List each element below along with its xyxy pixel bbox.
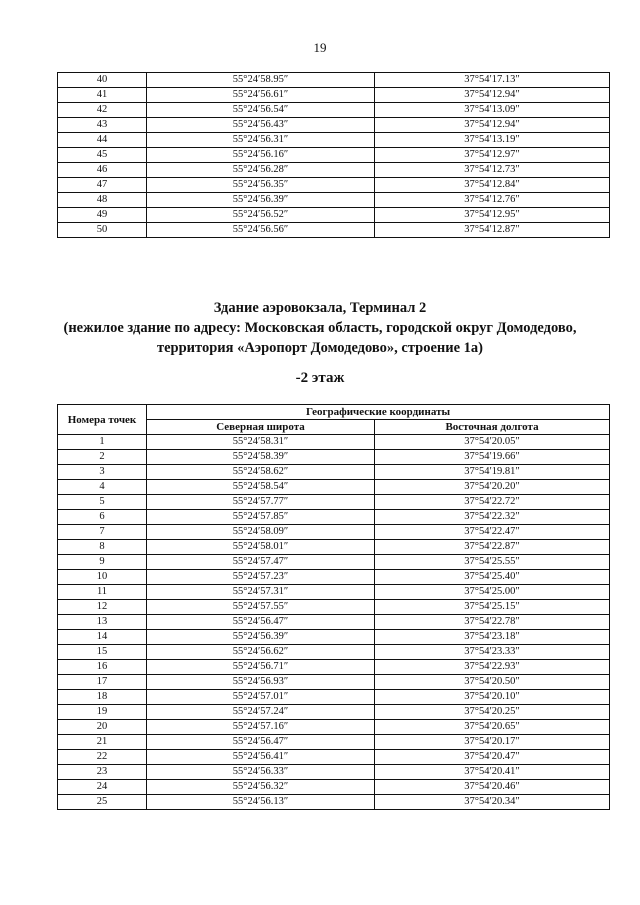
latitude-cell: 55°24′56.16″: [147, 148, 375, 163]
table-row: [58, 435, 610, 450]
table-row: [58, 585, 610, 600]
coordinates-table-header: [58, 405, 610, 435]
point-number-cell: 50: [58, 223, 147, 238]
latitude-cell: 55°24′56.54″: [147, 103, 375, 118]
longitude-cell: 37°54′19.66″: [375, 450, 610, 465]
latitude-cell: 55°24′56.31″: [147, 133, 375, 148]
point-number-cell: 16: [58, 660, 147, 675]
point-number-cell: 21: [58, 735, 147, 750]
table-row: [58, 660, 610, 675]
latitude-cell: 55°24′56.52″: [147, 208, 375, 223]
point-number-cell: 13: [58, 615, 147, 630]
building-title-line-1: Здание аэровокзала, Терминал 2: [213, 300, 427, 316]
longitude-cell: 37°54′20.65″: [375, 720, 610, 735]
floor-title: -2 этаж: [295, 370, 345, 386]
page-number: 19: [313, 40, 327, 55]
longitude-cell: 37°54′20.34″: [375, 795, 610, 810]
latitude-cell: 55°24′56.32″: [147, 780, 375, 795]
building-title-line-3: территория «Аэропорт Домодедово», строение 1а): [157, 340, 483, 356]
point-number-cell: 45: [58, 148, 147, 163]
latitude-cell: 55°24′56.13″: [147, 795, 375, 810]
table-row: [58, 630, 610, 645]
table-row: [58, 480, 610, 495]
longitude-cell: 37°54′25.55″: [375, 555, 610, 570]
longitude-cell: 37°54′25.15″: [375, 600, 610, 615]
point-number-cell: 48: [58, 193, 147, 208]
table-row: [58, 450, 610, 465]
longitude-cell: 37°54′19.81″: [375, 465, 610, 480]
coordinates-table-body: [58, 73, 610, 238]
table-row: [58, 765, 610, 780]
building-title-line-2: (нежилое здание по адресу: Московская область, городской округ Домодедово,: [63, 320, 577, 336]
point-number-cell: 18: [58, 690, 147, 705]
table-row: [58, 735, 610, 750]
longitude-cell: 37°54′22.47″: [375, 525, 610, 540]
table-row: [58, 73, 610, 88]
table-row: [58, 555, 610, 570]
longitude-cell: 37°54′22.32″: [375, 510, 610, 525]
latitude-cell: 55°24′57.77″: [147, 495, 375, 510]
latitude-cell: 55°24′58.95″: [147, 73, 375, 88]
point-number-cell: 7: [58, 525, 147, 540]
latitude-cell: 55°24′56.39″: [147, 630, 375, 645]
longitude-cell: 37°54′25.00″: [375, 585, 610, 600]
point-number-cell: 23: [58, 765, 147, 780]
table-row: [58, 118, 610, 133]
header-row: [58, 405, 610, 420]
latitude-cell: 55°24′58.54″: [147, 480, 375, 495]
header-longitude: Восточная долгота: [375, 420, 610, 435]
latitude-cell: 55°24′57.01″: [147, 690, 375, 705]
table-row: [58, 193, 610, 208]
table-row: [58, 675, 610, 690]
longitude-cell: 37°54′20.50″: [375, 675, 610, 690]
longitude-cell: 37°54′20.41″: [375, 765, 610, 780]
point-number-cell: 25: [58, 795, 147, 810]
latitude-cell: 55°24′57.85″: [147, 510, 375, 525]
point-number-cell: 10: [58, 570, 147, 585]
table-row: [58, 208, 610, 223]
longitude-cell: 37°54′23.18″: [375, 630, 610, 645]
table-row: [58, 540, 610, 555]
point-number-cell: 49: [58, 208, 147, 223]
longitude-cell: 37°54′20.05″: [375, 435, 610, 450]
table-row: [58, 570, 610, 585]
table-row: [58, 615, 610, 630]
latitude-cell: 55°24′56.93″: [147, 675, 375, 690]
latitude-cell: 55°24′58.31″: [147, 435, 375, 450]
latitude-cell: 55°24′57.47″: [147, 555, 375, 570]
longitude-cell: 37°54′12.73″: [375, 163, 610, 178]
header-latitude: Северная широта: [147, 420, 375, 435]
point-number-cell: 4: [58, 480, 147, 495]
table-row: [58, 465, 610, 480]
longitude-cell: 37°54′12.97″: [375, 148, 610, 163]
longitude-cell: 37°54′23.33″: [375, 645, 610, 660]
longitude-cell: 37°54′22.93″: [375, 660, 610, 675]
latitude-cell: 55°24′56.35″: [147, 178, 375, 193]
table-row: [58, 645, 610, 660]
table-row: [58, 178, 610, 193]
latitude-cell: 55°24′57.24″: [147, 705, 375, 720]
point-number-cell: 41: [58, 88, 147, 103]
longitude-cell: 37°54′12.95″: [375, 208, 610, 223]
longitude-cell: 37°54′20.17″: [375, 735, 610, 750]
longitude-cell: 37°54′22.87″: [375, 540, 610, 555]
longitude-cell: 37°54′13.09″: [375, 103, 610, 118]
table-row: [58, 88, 610, 103]
table-row: [58, 795, 610, 810]
point-number-cell: 8: [58, 540, 147, 555]
point-number-cell: 1: [58, 435, 147, 450]
latitude-cell: 55°24′56.47″: [147, 735, 375, 750]
point-number-cell: 3: [58, 465, 147, 480]
longitude-cell: 37°54′13.19″: [375, 133, 610, 148]
latitude-cell: 55°24′56.62″: [147, 645, 375, 660]
table-row: [58, 103, 610, 118]
latitude-cell: 55°24′56.41″: [147, 750, 375, 765]
latitude-cell: 55°24′56.43″: [147, 118, 375, 133]
coordinates-table-body: [58, 435, 610, 810]
table-row: [58, 525, 610, 540]
point-number-cell: 15: [58, 645, 147, 660]
latitude-cell: 55°24′58.01″: [147, 540, 375, 555]
latitude-cell: 55°24′57.23″: [147, 570, 375, 585]
longitude-cell: 37°54′20.20″: [375, 480, 610, 495]
point-number-cell: 22: [58, 750, 147, 765]
longitude-cell: 37°54′12.76″: [375, 193, 610, 208]
table-row: [58, 780, 610, 795]
table-row: [58, 163, 610, 178]
point-number-cell: 11: [58, 585, 147, 600]
latitude-cell: 55°24′56.47″: [147, 615, 375, 630]
table-row: [58, 148, 610, 163]
longitude-cell: 37°54′20.46″: [375, 780, 610, 795]
header-geo-coordinates: Географические координаты: [147, 405, 610, 420]
point-number-cell: 43: [58, 118, 147, 133]
latitude-cell: 55°24′56.61″: [147, 88, 375, 103]
point-number-cell: 20: [58, 720, 147, 735]
longitude-cell: 37°54′20.25″: [375, 705, 610, 720]
coordinates-table-continued: [57, 72, 610, 238]
point-number-cell: 5: [58, 495, 147, 510]
latitude-cell: 55°24′56.56″: [147, 223, 375, 238]
latitude-cell: 55°24′58.09″: [147, 525, 375, 540]
point-number-cell: 2: [58, 450, 147, 465]
point-number-cell: 42: [58, 103, 147, 118]
longitude-cell: 37°54′12.84″: [375, 178, 610, 193]
table-row: [58, 495, 610, 510]
table-row: [58, 133, 610, 148]
longitude-cell: 37°54′12.87″: [375, 223, 610, 238]
point-number-cell: 44: [58, 133, 147, 148]
point-number-cell: 46: [58, 163, 147, 178]
longitude-cell: 37°54′20.10″: [375, 690, 610, 705]
table-row: [58, 705, 610, 720]
table-row: [58, 720, 610, 735]
table-row: [58, 600, 610, 615]
point-number-cell: 6: [58, 510, 147, 525]
coordinates-table: [57, 404, 610, 810]
point-number-cell: 40: [58, 73, 147, 88]
latitude-cell: 55°24′56.71″: [147, 660, 375, 675]
longitude-cell: 37°54′22.72″: [375, 495, 610, 510]
point-number-cell: 14: [58, 630, 147, 645]
table-row: [58, 510, 610, 525]
building-title: [0, 298, 640, 358]
latitude-cell: 55°24′57.31″: [147, 585, 375, 600]
latitude-cell: 55°24′56.33″: [147, 765, 375, 780]
point-number-cell: 9: [58, 555, 147, 570]
latitude-cell: 55°24′58.39″: [147, 450, 375, 465]
point-number-cell: 47: [58, 178, 147, 193]
longitude-cell: 37°54′17.13″: [375, 73, 610, 88]
latitude-cell: 55°24′58.62″: [147, 465, 375, 480]
longitude-cell: 37°54′22.78″: [375, 615, 610, 630]
point-number-cell: 12: [58, 600, 147, 615]
latitude-cell: 55°24′56.28″: [147, 163, 375, 178]
point-number-cell: 24: [58, 780, 147, 795]
point-number-cell: 19: [58, 705, 147, 720]
table-row: [58, 223, 610, 238]
table-row: [58, 750, 610, 765]
table-row: [58, 690, 610, 705]
longitude-cell: 37°54′25.40″: [375, 570, 610, 585]
longitude-cell: 37°54′12.94″: [375, 88, 610, 103]
latitude-cell: 55°24′57.16″: [147, 720, 375, 735]
latitude-cell: 55°24′57.55″: [147, 600, 375, 615]
point-number-cell: 17: [58, 675, 147, 690]
longitude-cell: 37°54′12.94″: [375, 118, 610, 133]
longitude-cell: 37°54′20.47″: [375, 750, 610, 765]
header-point-number: Номера точек: [58, 405, 147, 435]
latitude-cell: 55°24′56.39″: [147, 193, 375, 208]
